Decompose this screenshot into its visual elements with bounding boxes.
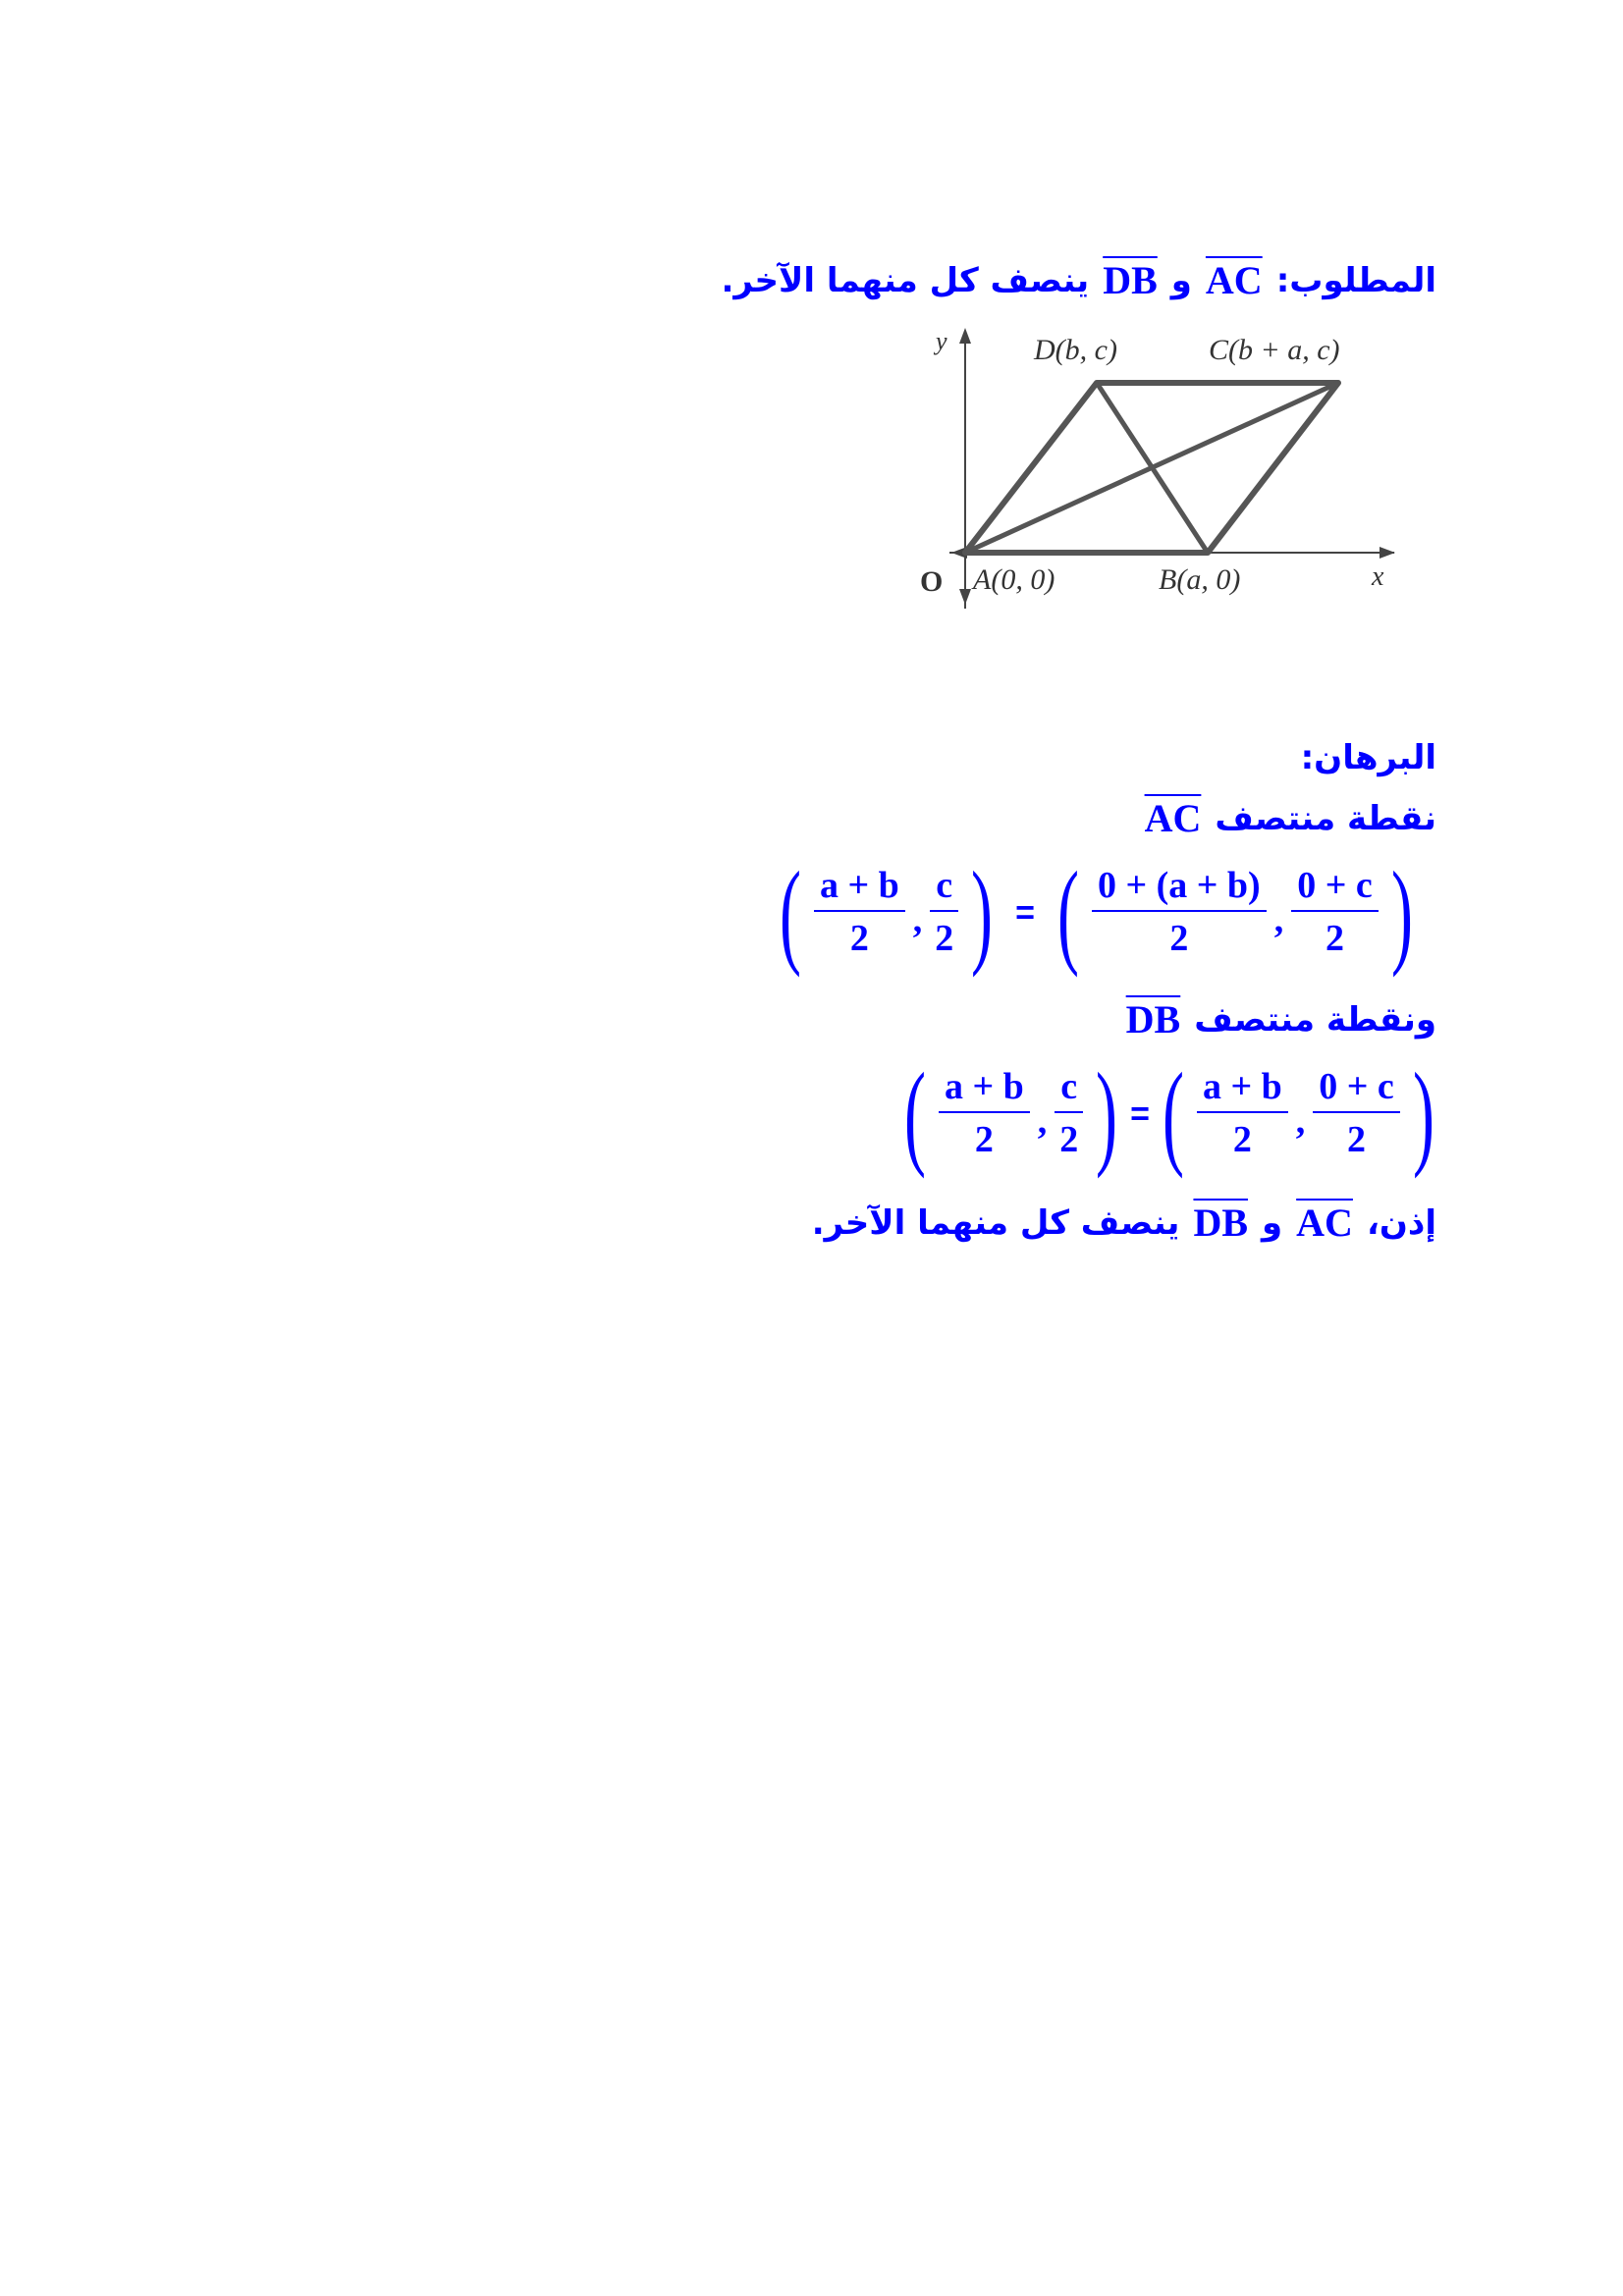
equation-midpoint-db: [895, 1048, 1443, 1179]
numerator: c: [930, 867, 958, 912]
left-paren: (: [779, 847, 801, 978]
midpoint-ac-line: [1131, 795, 1436, 841]
y-axis-arrow-down: [959, 589, 971, 605]
segment-db: $\overline{DB}$: [1103, 258, 1158, 302]
comma: ,: [1273, 899, 1284, 940]
conclusion-prefix: إذن،: [1366, 1202, 1436, 1243]
left-paren: (: [1162, 1048, 1184, 1179]
comma: ,: [1295, 1100, 1306, 1142]
numerator: 0 + (a + b): [1092, 867, 1267, 912]
midpoint-db-label: ونقطة منتصف: [1194, 999, 1436, 1040]
fraction: [1055, 1068, 1083, 1160]
conclusion-conjunction: و: [1262, 1202, 1283, 1243]
numerator: c: [1055, 1068, 1083, 1113]
fraction: [939, 1068, 1030, 1160]
numerator: 0 + c: [1313, 1068, 1400, 1113]
left-paren: (: [1056, 847, 1079, 978]
denominator: 2: [935, 918, 954, 959]
denominator: 2: [1325, 918, 1344, 959]
proof-heading-text: البرهان:: [1300, 738, 1436, 777]
equation-midpoint-ac: [771, 847, 1422, 978]
required-statement: [721, 257, 1436, 303]
midpoint-db-segment: $\overline{DB}$: [1125, 997, 1181, 1041]
point-d-label: D(b, c): [1034, 334, 1117, 366]
right-paren: ): [1390, 847, 1413, 978]
equals-sign: =: [1015, 893, 1035, 932]
left-paren: (: [903, 1048, 926, 1179]
denominator: 2: [1059, 1119, 1079, 1160]
conjunction: و: [1170, 260, 1192, 300]
fraction: [1197, 1068, 1288, 1160]
point-a-label: A(0, 0): [973, 563, 1055, 596]
y-axis-arrow: [959, 328, 971, 344]
midpoint-ac-label: نقطة منتصف: [1215, 798, 1436, 838]
midpoint-db-line: [1112, 996, 1436, 1042]
required-label: المطلوب:: [1275, 260, 1436, 300]
fraction: [814, 867, 905, 959]
conclusion-segment-ac: $\overline{AC}$: [1296, 1201, 1353, 1245]
right-paren: ): [1096, 1048, 1118, 1179]
origin-label: O: [920, 565, 944, 598]
x-axis-arrow: [1380, 547, 1395, 559]
denominator: 2: [1232, 1119, 1252, 1160]
point-b-label: B(a, 0): [1159, 563, 1241, 596]
denominator: 2: [1169, 918, 1189, 959]
conclusion-rest: ينصف كل منهما الآخر.: [811, 1202, 1180, 1243]
numerator: a + b: [939, 1068, 1030, 1113]
parallelogram-figure: [908, 324, 1414, 609]
conclusion-line: [812, 1200, 1436, 1246]
segment-ac: $\overline{AC}$: [1205, 258, 1263, 302]
x-axis-label: x: [1372, 561, 1384, 592]
y-axis-label: y: [936, 327, 947, 355]
numerator: a + b: [814, 867, 905, 912]
denominator: 2: [1347, 1119, 1366, 1160]
fraction: [1092, 867, 1267, 959]
midpoint-ac-segment: $\overline{AC}$: [1144, 796, 1202, 840]
denominator: 2: [849, 918, 869, 959]
required-rest: ينصف كل منهما الآخر.: [721, 260, 1090, 300]
right-paren: ): [971, 847, 994, 978]
denominator: 2: [974, 1119, 994, 1160]
proof-heading: [1301, 738, 1436, 777]
equals-sign: =: [1130, 1095, 1150, 1133]
point-c-label: C(b + a, c): [1209, 334, 1340, 366]
fraction: [1291, 867, 1379, 959]
comma: ,: [912, 899, 923, 940]
conclusion-segment-db: $\overline{DB}$: [1193, 1201, 1249, 1245]
numerator: a + b: [1197, 1068, 1288, 1113]
fraction: [930, 867, 958, 959]
numerator: 0 + c: [1291, 867, 1379, 912]
right-paren: ): [1412, 1048, 1434, 1179]
comma: ,: [1037, 1100, 1048, 1142]
diagonal-db: [1097, 383, 1208, 553]
fraction: [1313, 1068, 1400, 1160]
